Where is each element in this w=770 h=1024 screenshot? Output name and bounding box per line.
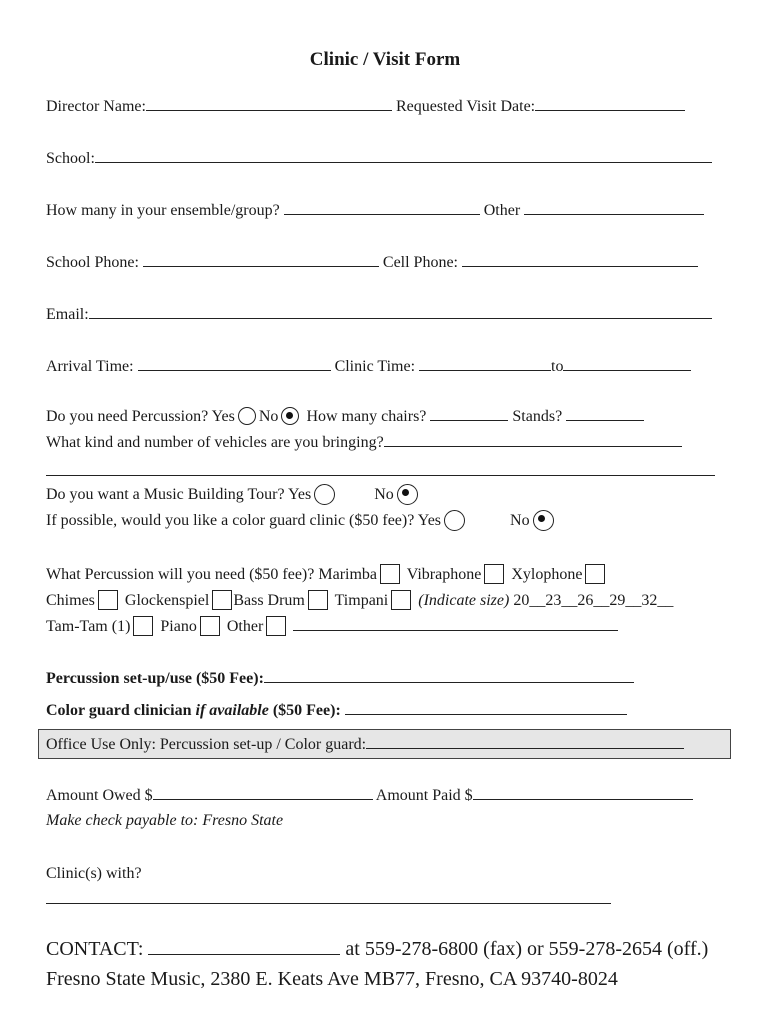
times-row [46,356,720,377]
percussion-no-radio[interactable] [281,407,299,425]
other-instrument-label: Other [226,618,264,635]
ensemble-row [46,200,720,221]
piano-checkbox[interactable] [200,616,220,636]
clinic-time-start-field[interactable] [419,356,551,371]
clinic-time-end-field[interactable] [563,356,691,371]
percussion-question-label: Do you need Percussion? [46,408,209,425]
indicate-size-label: (Indicate size) [418,592,510,609]
director-row [46,96,720,117]
piano-label: Piano [160,618,197,635]
arrival-time-field[interactable] [138,356,331,371]
chimes-label: Chimes [46,592,95,609]
cell-phone-field[interactable] [462,252,698,267]
timpani-label: Timpani [334,592,389,609]
timpani-sizes[interactable]: 20__23__26__29__32__ [513,592,674,609]
vibraphone-checkbox[interactable] [484,564,504,584]
other-instrument-checkbox[interactable] [266,616,286,636]
school-row [46,148,720,169]
tour-no-label: No [374,486,394,503]
tour-yes-radio[interactable] [314,484,335,505]
tour-no-radio[interactable] [397,484,418,505]
guard-row [46,510,720,531]
vehicles-field-line2[interactable] [46,475,715,476]
office-use-row [46,734,720,755]
glockenspiel-label: Glockenspiel [124,592,210,609]
email-label: Email: [46,306,89,323]
email-row [46,304,720,325]
other-field[interactable] [524,200,704,215]
vehicles-label: What kind and number of vehicles are you bringing? [46,434,384,451]
clinics-with-label: Clinic(s) with? [46,865,142,882]
office-use-field[interactable] [366,734,684,749]
guard-no-label: No [510,512,530,529]
contact-label: CONTACT: [46,938,144,960]
stands-field[interactable] [566,406,644,421]
amount-paid-label: Amount Paid $ [375,787,473,804]
percussion-question-row [46,406,720,427]
other-label: Other [483,202,521,219]
director-name-field[interactable] [146,96,392,111]
vehicles-field[interactable] [384,432,682,447]
tam-tam-label: Tam-Tam (1) [46,618,131,635]
school-field[interactable] [95,148,712,163]
visit-date-field[interactable] [535,96,685,111]
chairs-label: How many chairs? [306,408,427,425]
xylophone-checkbox[interactable] [585,564,605,584]
guard-question-label: If possible, would you like a color guard clinic ($50 fee)? [46,512,415,529]
bass-drum-checkbox[interactable] [308,590,328,610]
guard-yes-label: Yes [417,512,442,529]
percussion-yes-label: Yes [211,408,235,425]
chimes-checkbox[interactable] [98,590,118,610]
ensemble-label: How many in your ensemble/group? [46,202,280,219]
cell-phone-label: Cell Phone: [382,254,458,271]
percussion-yes-radio[interactable] [238,407,256,425]
school-label: School: [46,150,95,167]
director-name-label: Director Name: [46,98,146,115]
tour-yes-label: Yes [287,486,312,503]
percussion-setup-field[interactable] [264,668,634,683]
marimba-checkbox[interactable] [380,564,400,584]
office-use-label: Office Use Only: Percussion set-up / Color guard: [46,736,367,753]
to-label: to [551,358,564,375]
guard-clinician-fee: ($50 Fee): [272,702,341,719]
school-phone-field[interactable] [143,252,379,267]
tour-question-label: Do you want a Music Building Tour? [46,486,285,503]
visit-date-label: Requested Visit Date: [395,98,536,115]
contact-field[interactable] [148,936,340,955]
percussion-needs-row1 [46,564,720,585]
other-instrument-field[interactable] [293,616,618,631]
percussion-no-label: No [258,408,279,425]
tam-tam-checkbox[interactable] [133,616,153,636]
guard-clinician-field[interactable] [345,700,627,715]
percussion-needs-row3 [46,616,720,637]
contact-numbers: at 559-278-6800 (fax) or 559-278-2654 (off.) [345,938,709,960]
timpani-checkbox[interactable] [391,590,411,610]
email-field[interactable] [89,304,712,319]
percussion-setup-label: Percussion set-up/use ($50 Fee): [46,670,264,687]
percussion-needs-row2 [46,590,720,611]
chairs-field[interactable] [430,406,508,421]
percussion-setup-row [46,668,720,689]
payment-row [46,785,720,806]
guard-no-radio[interactable] [533,510,554,531]
contact-address: Fresno State Music, 2380 E. Keats Ave MB77, Fresno, CA 93740-8024 [46,968,618,990]
phone-row [46,252,720,273]
school-phone-label: School Phone: [46,254,139,271]
bass-drum-label: Bass Drum [233,592,305,609]
ensemble-field[interactable] [284,200,480,215]
glockenspiel-checkbox[interactable] [212,590,232,610]
contact-row [46,936,720,961]
form-title: Clinic / Visit Form [309,49,461,70]
clinic-time-label: Clinic Time: [334,358,416,375]
marimba-label: Marimba [318,566,378,583]
guard-yes-radio[interactable] [444,510,465,531]
guard-clinician-label: Color guard clinician [46,702,192,719]
payable-note: Make check payable to: Fresno State [46,812,284,829]
guard-clinician-row [46,700,720,721]
amount-owed-field[interactable] [153,785,373,800]
xylophone-label: Xylophone [511,566,583,583]
guard-clinician-availability: if available [195,702,269,719]
vibraphone-label: Vibraphone [406,566,482,583]
arrival-time-label: Arrival Time: [46,358,134,375]
tour-row [46,484,720,505]
clinics-with-field[interactable] [46,903,611,904]
amount-paid-field[interactable] [473,785,693,800]
percussion-needs-label: What Percussion will you need ($50 fee)? [46,566,315,583]
vehicles-row [46,432,720,453]
stands-label: Stands? [512,408,563,425]
amount-owed-label: Amount Owed $ [46,787,153,804]
